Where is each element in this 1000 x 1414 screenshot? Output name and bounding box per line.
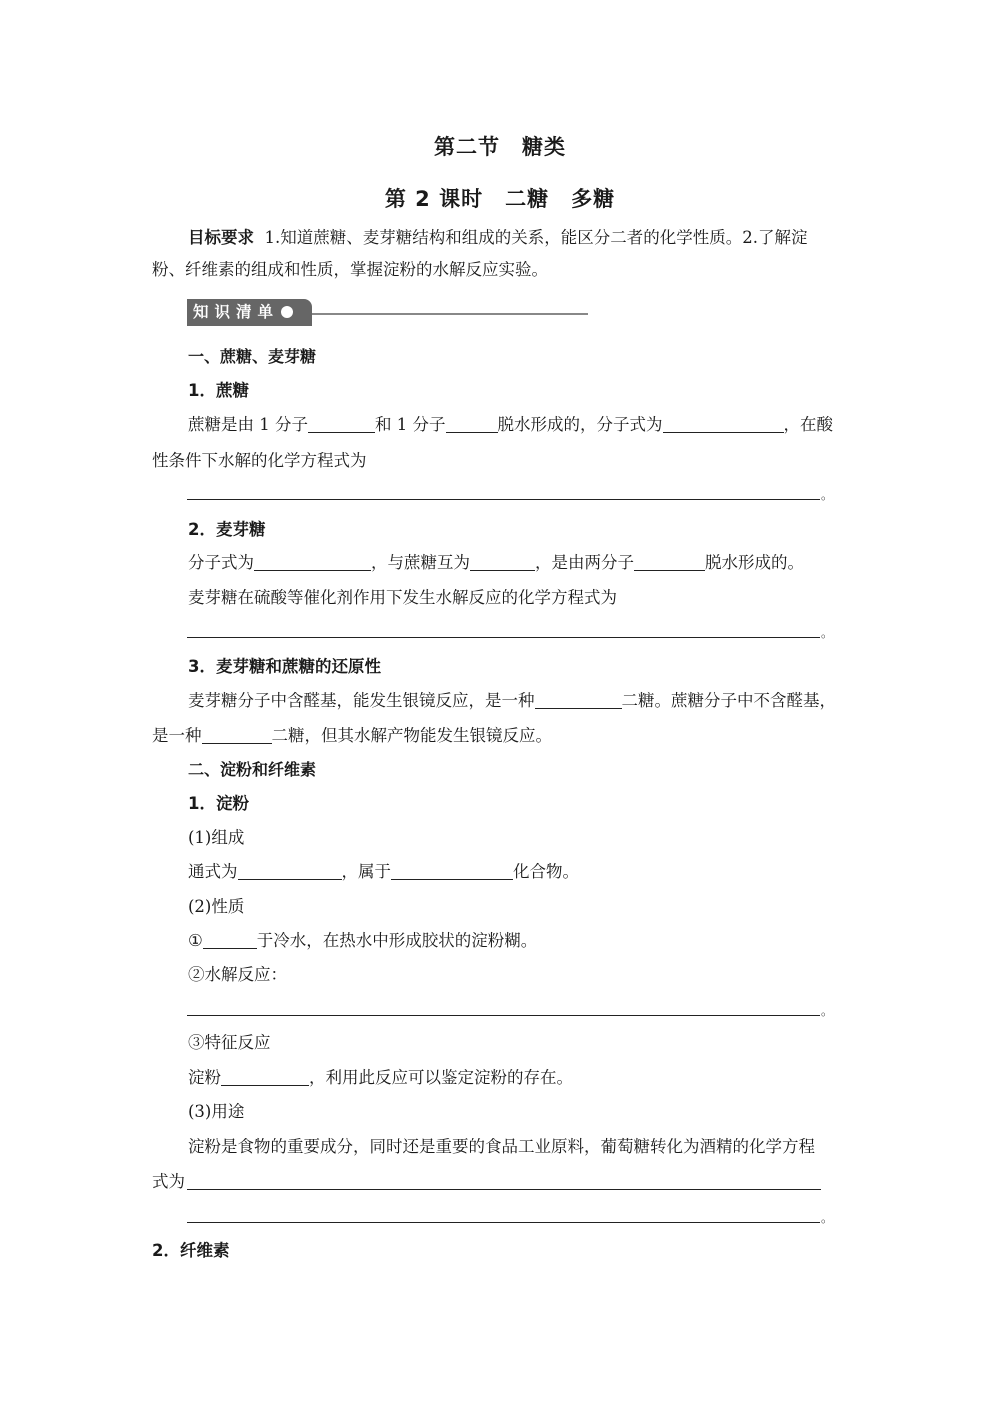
part1-heading: 一、蔗糖、麦芽糖 — [188, 347, 317, 366]
maltose-seg-1: 分子式为 — [188, 553, 254, 572]
sucrose-line-2: 性条件下水解的化学方程式为 — [152, 451, 367, 470]
formula-seg-2: ，属于 — [341, 862, 391, 881]
starch-heading-text: 1．淀粉 — [188, 794, 249, 813]
sucrose-line-1 — [188, 408, 868, 442]
answer-end-period: 。 — [821, 626, 834, 640]
property-2: ②水解反应： — [188, 965, 287, 984]
blank-field[interactable] — [238, 859, 342, 880]
blank-field[interactable] — [470, 550, 535, 571]
sucrose-seg-3: 脱水形成的，分子式为 — [497, 415, 663, 434]
answer-line[interactable] — [187, 637, 820, 638]
blank-field[interactable] — [202, 723, 272, 744]
composition-label: (1)组成 — [188, 828, 245, 847]
sucrose-heading-text: 1．蔗糖 — [188, 381, 249, 400]
circle-icon — [281, 306, 293, 318]
formula-seg-1: 通式为 — [188, 862, 238, 881]
answer-end-period: 。 — [821, 1004, 834, 1018]
knowledge-list-badge — [187, 299, 312, 326]
answer-line[interactable] — [187, 499, 820, 500]
reducing-seg-4: 二糖，但其水解产物能发生银镜反应。 — [271, 726, 552, 745]
sucrose-seg-1: 蔗糖是由 1 分子 — [188, 415, 308, 434]
formula-line — [188, 855, 868, 889]
blank-field[interactable] — [254, 550, 371, 571]
maltose-heading — [188, 513, 588, 547]
iodine-seg-1: 淀粉 — [188, 1068, 221, 1087]
maltose-line-1 — [188, 546, 868, 580]
reducing-line-2 — [152, 719, 852, 753]
starch-heading — [188, 787, 588, 821]
formula-seg-3: 化合物。 — [513, 862, 579, 881]
maltose-line-2: 麦芽糖在硫酸等催化剂作用下发生水解反应的化学方程式为 — [188, 588, 617, 607]
iodine-line — [188, 1061, 868, 1095]
blank-field[interactable] — [446, 412, 498, 433]
sucrose-heading — [188, 374, 588, 408]
reducing-seg-3: 是一种 — [152, 726, 202, 745]
sucrose-seg-2: 和 1 分子 — [375, 415, 446, 434]
blank-field[interactable] — [391, 859, 513, 880]
sucrose-seg-4: ，在酸 — [783, 415, 833, 434]
part2-heading: 二、淀粉和纤维素 — [188, 760, 317, 779]
uses-label: (3)用途 — [188, 1102, 245, 1121]
objectives-line-1 — [188, 221, 868, 255]
blank-field[interactable] — [203, 928, 257, 949]
property-1-text: 于冷水，在热水中形成胶状的淀粉糊。 — [256, 931, 538, 950]
cellulose-heading — [152, 1234, 552, 1268]
maltose-heading-text: 2．麦芽糖 — [188, 520, 266, 539]
badge-label: 知识清单 — [193, 303, 280, 321]
objectives-line-2: 粉、纤维素的组成和性质，掌握淀粉的水解反应实验。 — [152, 260, 548, 279]
uses-line-2: 式为 — [152, 1172, 185, 1191]
cellulose-heading-text: 2．纤维素 — [152, 1241, 230, 1260]
section-title: 第二节 糖类 — [434, 135, 566, 159]
reducing-line-1 — [188, 684, 868, 718]
maltose-seg-3: ，是由两分子 — [535, 553, 634, 572]
iodine-seg-2: ，利用此反应可以鉴定淀粉的存在。 — [309, 1068, 573, 1087]
answer-end-period: 。 — [821, 488, 834, 502]
property-3: ③特征反应 — [188, 1033, 271, 1052]
objectives-text-1: 1.知道蔗糖、麦芽糖结构和组成的关系，能区分二者的化学性质。2.了解淀 — [264, 228, 808, 247]
maltose-seg-4: 脱水形成的。 — [705, 553, 804, 572]
property-1-num: ① — [188, 931, 203, 950]
objectives-label: 目标要求 — [188, 228, 254, 247]
blank-field[interactable] — [634, 550, 705, 571]
answer-line[interactable] — [187, 1015, 820, 1016]
reducing-heading — [188, 650, 588, 684]
lesson-title: 第 2 课时 二糖 多糖 — [384, 187, 616, 211]
property-1 — [188, 924, 868, 958]
blank-field[interactable] — [308, 412, 375, 433]
maltose-seg-2: ，与蔗糖互为 — [371, 553, 470, 572]
answer-line[interactable] — [187, 1222, 820, 1223]
blank-field[interactable] — [221, 1065, 309, 1086]
uses-line-1: 淀粉是食物的重要成分，同时还是重要的食品工业原料，葡萄糖转化为酒精的化学方程 — [188, 1137, 815, 1156]
blank-field[interactable] — [663, 412, 784, 433]
answer-end-period: 。 — [821, 1211, 834, 1225]
reducing-heading-text: 3．麦芽糖和蔗糖的还原性 — [188, 657, 381, 676]
blank-field[interactable] — [535, 688, 622, 709]
badge-divider — [312, 313, 588, 315]
properties-label: (2)性质 — [188, 897, 245, 916]
reducing-seg-1: 麦芽糖分子中含醛基，能发生银镜反应，是一种 — [188, 691, 535, 710]
answer-line[interactable] — [187, 1189, 821, 1190]
reducing-seg-2: 二糖。蔗糖分子中不含醛基， — [621, 691, 836, 710]
